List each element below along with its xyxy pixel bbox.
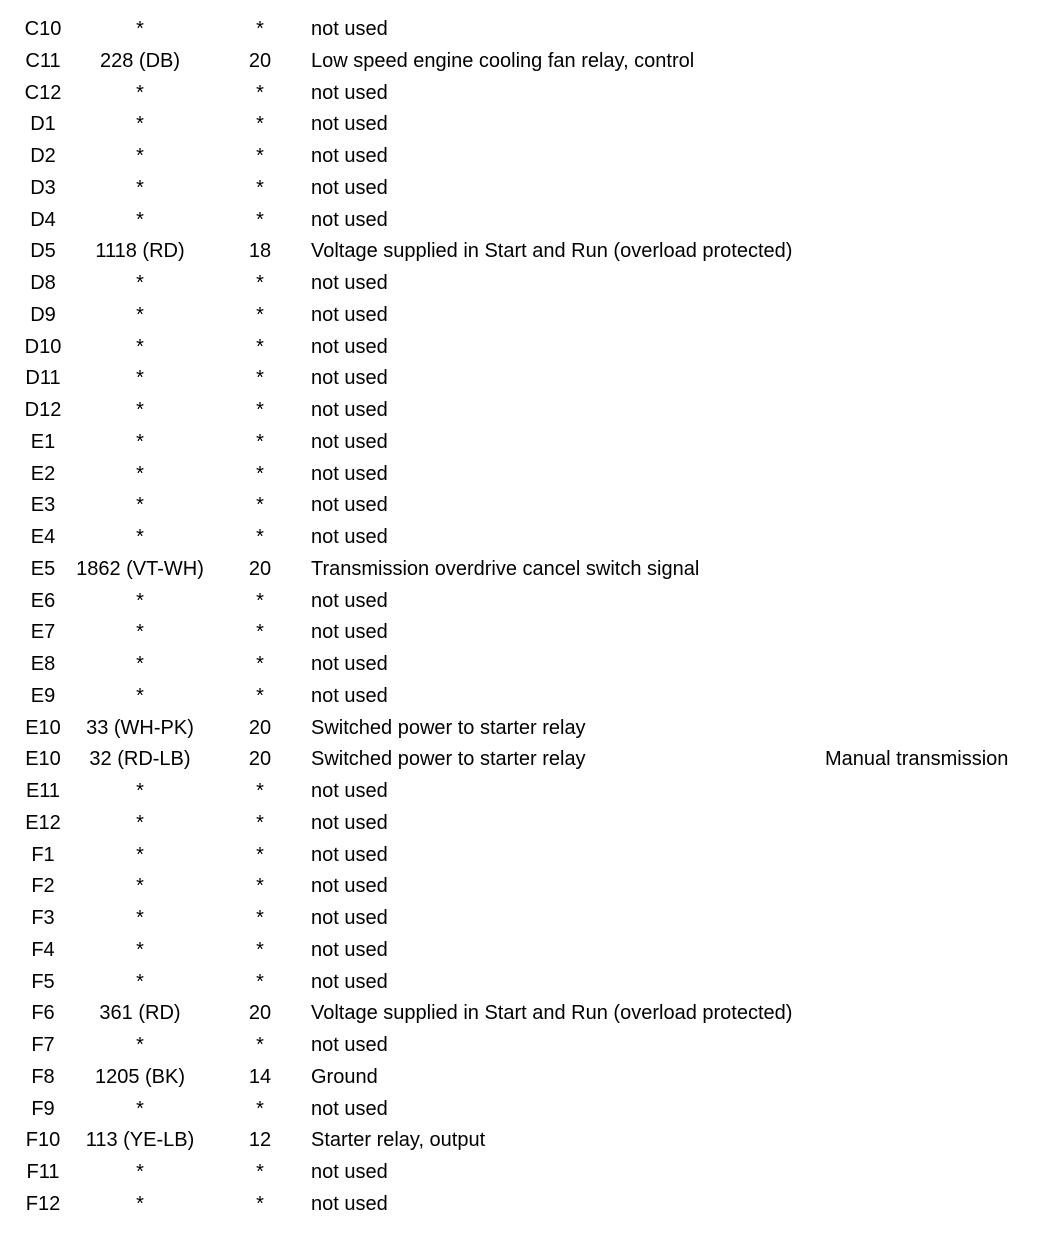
gauge-cell: *	[256, 430, 264, 453]
table-row	[0, 808, 1056, 840]
gauge-cell: *	[256, 18, 264, 40]
circuit-cell: *	[136, 811, 144, 834]
circuit-cell: *	[136, 176, 144, 199]
pin-cell: D4	[30, 208, 56, 231]
circuit-cell: 1118 (RD)	[95, 240, 185, 263]
function-cell: not used	[311, 367, 388, 390]
function-cell: not used	[311, 430, 388, 453]
circuit-cell: *	[136, 113, 144, 136]
table-row	[0, 586, 1056, 618]
table-row	[0, 236, 1056, 268]
pin-cell: E7	[30, 621, 56, 644]
connector-pinout-table	[0, 14, 1056, 1221]
pin-cell: E1	[30, 430, 56, 453]
pin-cell: D3	[30, 176, 56, 199]
pin-cell: F6	[31, 1002, 55, 1025]
pin-cell: E5	[30, 557, 56, 580]
pin-cell: F12	[25, 1192, 61, 1215]
pin-cell: D10	[24, 335, 62, 358]
gauge-cell: *	[256, 1161, 264, 1183]
circuit-cell: 113 (YE-LB)	[85, 1129, 195, 1152]
pin-cell: F1	[31, 843, 55, 866]
circuit-cell: *	[136, 145, 144, 167]
circuit-cell: 228 (DB)	[99, 49, 181, 72]
function-cell: not used	[311, 1097, 388, 1120]
table-row	[0, 1157, 1056, 1189]
table-row	[0, 363, 1056, 395]
circuit-cell: *	[136, 653, 144, 675]
circuit-cell: *	[136, 303, 144, 326]
pin-cell: F2	[31, 875, 55, 898]
pin-cell: D2	[30, 145, 56, 167]
function-cell: not used	[311, 399, 388, 421]
gauge-cell: *	[256, 145, 264, 167]
function-cell: not used	[311, 81, 388, 104]
function-cell: not used	[311, 938, 388, 961]
function-cell: not used	[311, 303, 388, 326]
table-row	[0, 776, 1056, 808]
circuit-cell: *	[136, 843, 144, 866]
pin-cell: E9	[30, 684, 56, 707]
table-row	[0, 871, 1056, 903]
circuit-cell: *	[136, 970, 144, 993]
note-cell: Manual transmission	[825, 748, 1009, 771]
table-row	[0, 967, 1056, 999]
gauge-cell: *	[256, 494, 264, 517]
pin-cell: F7	[31, 1034, 55, 1056]
function-cell: not used	[311, 526, 388, 548]
gauge-cell: *	[256, 176, 264, 199]
table-row	[0, 522, 1056, 554]
circuit-cell: *	[136, 1097, 144, 1120]
gauge-cell: *	[256, 684, 264, 707]
circuit-cell: 1205 (BK)	[94, 1065, 186, 1088]
table-row	[0, 1189, 1056, 1221]
function-cell: Voltage supplied in Start and Run (overload protected)	[311, 240, 793, 263]
function-cell: not used	[311, 907, 388, 929]
circuit-cell: *	[136, 18, 144, 40]
gauge-cell: *	[256, 303, 264, 326]
circuit-cell: *	[136, 462, 144, 485]
function-cell: not used	[311, 780, 388, 802]
circuit-cell: *	[136, 907, 144, 929]
function-cell: Starter relay, output	[311, 1129, 486, 1152]
circuit-cell: 32 (RD-LB)	[89, 748, 191, 771]
circuit-cell: *	[136, 81, 144, 104]
gauge-cell: *	[256, 272, 264, 294]
gauge-cell: *	[256, 843, 264, 866]
gauge-cell: 20	[248, 748, 272, 771]
gauge-cell: *	[256, 1192, 264, 1215]
pin-cell: D8	[30, 272, 56, 294]
function-cell: Transmission overdrive cancel switch signal	[311, 557, 700, 580]
pin-cell: F4	[31, 938, 55, 961]
pin-cell: C11	[25, 49, 61, 72]
table-row	[0, 300, 1056, 332]
table-row	[0, 268, 1056, 300]
function-cell: not used	[311, 970, 388, 993]
table-row	[0, 490, 1056, 522]
circuit-cell: *	[136, 430, 144, 453]
table-row	[0, 1094, 1056, 1126]
gauge-cell: *	[256, 399, 264, 421]
table-row	[0, 332, 1056, 364]
circuit-cell: *	[136, 494, 144, 517]
function-cell: not used	[311, 145, 388, 167]
pin-cell: E4	[30, 526, 56, 548]
pin-cell: D9	[30, 303, 56, 326]
table-row	[0, 109, 1056, 141]
gauge-cell: *	[256, 907, 264, 929]
gauge-cell: 20	[248, 49, 272, 72]
table-row	[0, 395, 1056, 427]
circuit-cell: *	[136, 1034, 144, 1056]
function-cell: not used	[311, 653, 388, 675]
gauge-cell: *	[256, 780, 264, 802]
pin-cell: F5	[31, 970, 55, 993]
pin-cell: C12	[24, 81, 62, 104]
gauge-cell: *	[256, 1034, 264, 1056]
function-cell: Switched power to starter relay	[311, 716, 586, 739]
gauge-cell: *	[256, 653, 264, 675]
function-cell: not used	[311, 843, 388, 866]
circuit-cell: *	[136, 1161, 144, 1183]
table-row	[0, 1125, 1056, 1157]
gauge-cell: *	[256, 113, 264, 136]
table-row	[0, 14, 1056, 46]
table-row	[0, 173, 1056, 205]
table-row	[0, 46, 1056, 78]
pin-cell: E3	[30, 494, 56, 517]
table-row	[0, 141, 1056, 173]
table-row	[0, 617, 1056, 649]
function-cell: not used	[311, 1034, 388, 1056]
table-row	[0, 935, 1056, 967]
circuit-cell: *	[136, 684, 144, 707]
circuit-cell: *	[136, 938, 144, 961]
function-cell: not used	[311, 589, 388, 612]
pin-cell: E6	[30, 589, 56, 612]
gauge-cell: 18	[248, 240, 272, 263]
table-row	[0, 840, 1056, 872]
gauge-cell: *	[256, 462, 264, 485]
table-row	[0, 713, 1056, 745]
gauge-cell: *	[256, 811, 264, 834]
pin-cell: F10	[25, 1129, 61, 1152]
gauge-cell: *	[256, 621, 264, 644]
circuit-cell: *	[136, 875, 144, 898]
pin-cell: D12	[24, 399, 62, 421]
circuit-cell: *	[136, 208, 144, 231]
function-cell: Voltage supplied in Start and Run (overload protected)	[311, 1002, 793, 1025]
gauge-cell: 12	[248, 1129, 272, 1152]
gauge-cell: *	[256, 1097, 264, 1120]
circuit-cell: *	[136, 621, 144, 644]
pin-cell: D11	[25, 367, 61, 390]
function-cell: not used	[311, 494, 388, 517]
gauge-cell: *	[256, 367, 264, 390]
table-row	[0, 459, 1056, 491]
circuit-cell: *	[136, 272, 144, 294]
circuit-cell: *	[136, 780, 144, 802]
function-cell: not used	[311, 1161, 388, 1183]
pin-cell: E10	[25, 748, 61, 771]
table-row	[0, 1062, 1056, 1094]
function-cell: not used	[311, 208, 388, 231]
pin-cell: C10	[24, 18, 62, 40]
circuit-cell: *	[136, 367, 144, 390]
function-cell: not used	[311, 335, 388, 358]
function-cell: not used	[311, 621, 388, 644]
pin-cell: D5	[30, 240, 56, 263]
gauge-cell: 20	[248, 1002, 272, 1025]
function-cell: Ground	[311, 1065, 378, 1088]
gauge-cell: 20	[248, 557, 272, 580]
table-row	[0, 744, 1056, 776]
table-row	[0, 78, 1056, 110]
gauge-cell: *	[256, 526, 264, 548]
circuit-cell: 1862 (VT-WH)	[76, 557, 204, 580]
table-row	[0, 554, 1056, 586]
table-row	[0, 427, 1056, 459]
circuit-cell: *	[136, 526, 144, 548]
function-cell: not used	[311, 462, 388, 485]
pin-cell: F9	[31, 1097, 55, 1120]
function-cell: not used	[311, 176, 388, 199]
function-cell: not used	[311, 684, 388, 707]
circuit-cell: *	[136, 399, 144, 421]
pin-cell: E10	[25, 716, 61, 739]
table-row	[0, 205, 1056, 237]
gauge-cell: *	[256, 970, 264, 993]
function-cell: Switched power to starter relay	[311, 748, 586, 771]
table-row	[0, 998, 1056, 1030]
gauge-cell: 20	[248, 716, 272, 739]
function-cell: Low speed engine cooling fan relay, control	[311, 49, 695, 72]
circuit-cell: 33 (WH-PK)	[86, 716, 194, 739]
table-row	[0, 649, 1056, 681]
gauge-cell: *	[256, 335, 264, 358]
pin-cell: F11	[26, 1161, 60, 1183]
pin-cell: F8	[31, 1065, 55, 1088]
circuit-cell: *	[136, 1192, 144, 1215]
function-cell: not used	[311, 1192, 388, 1215]
pin-cell: E8	[30, 653, 56, 675]
pin-cell: D1	[30, 113, 56, 136]
function-cell: not used	[311, 875, 388, 898]
gauge-cell: *	[256, 938, 264, 961]
gauge-cell: *	[256, 208, 264, 231]
table-row	[0, 1030, 1056, 1062]
gauge-cell: *	[256, 589, 264, 612]
function-cell: not used	[311, 272, 388, 294]
function-cell: not used	[311, 113, 388, 136]
circuit-cell: 361 (RD)	[99, 1002, 181, 1025]
pin-cell: E12	[25, 811, 61, 834]
gauge-cell: 14	[248, 1065, 272, 1088]
table-row	[0, 903, 1056, 935]
pin-cell: E11	[25, 780, 61, 802]
table-row	[0, 681, 1056, 713]
circuit-cell: *	[136, 589, 144, 612]
circuit-cell: *	[136, 335, 144, 358]
gauge-cell: *	[256, 875, 264, 898]
pin-cell: F3	[31, 907, 55, 929]
function-cell: not used	[311, 18, 388, 40]
gauge-cell: *	[256, 81, 264, 104]
function-cell: not used	[311, 811, 388, 834]
pin-cell: E2	[30, 462, 56, 485]
